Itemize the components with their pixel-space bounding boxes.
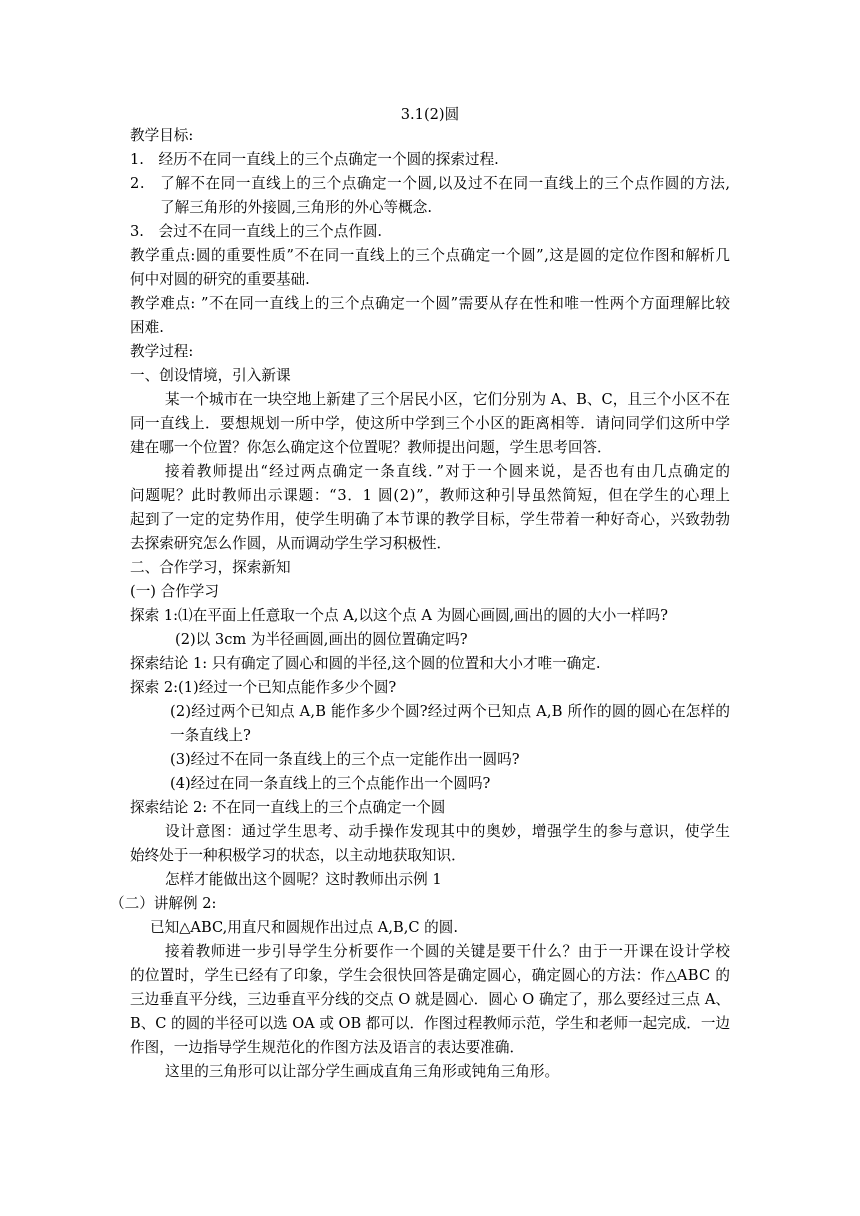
text-line: 2. 了解不在同一直线上的三个点确定一个圆,以及过不在同一直线上的三个点作圆的方法, xyxy=(130,175,731,192)
text-line: 已知△ABC,用直尺和圆规作出过点 A,B,C 的圆. xyxy=(150,919,458,936)
text-line: 探索结论 2: 不在同一直线上的三个点确定一个圆 xyxy=(130,799,446,816)
text-line: 教学目标: xyxy=(130,127,194,144)
text-line: 1. 经历不在同一直线上的三个点确定一个圆的探索过程. xyxy=(130,151,499,168)
text-line: 探索 2:(1)经过一个已知点能作多少个圆? xyxy=(130,679,397,696)
text-line: 教学过程: xyxy=(130,343,194,360)
text-line: 起到了一定的定势作用，使学生明确了本节课的教学目标，学生带着一种好奇心，兴致勃勃 xyxy=(130,511,731,528)
text-line: (3)经过不在同一条直线上的三个点一定能作出一圆吗? xyxy=(170,751,520,768)
text-line: 设计意图：通过学生思考、动手操作发现其中的奥妙，增强学生的参与意识，使学生 xyxy=(165,823,731,840)
text-line: 接着教师进一步引导学生分析要作一个圆的关键是要干什么？由于一开课在设计学校 xyxy=(165,943,731,960)
text-line: （二）讲解例 2: xyxy=(110,895,217,912)
text-line: 探索 1:⑴在平面上任意取一个点 A,以这个点 A 为圆心画圆,画出的圆的大小一样吗? xyxy=(130,607,668,624)
text-line: B、C 的圆的半径可以选 OA 或 OB 都可以．作图过程教师示范，学生和老师一起完成．一边 xyxy=(130,1015,730,1032)
text-line: (4)经过在同一条直线上的三个点能作出一个圆吗? xyxy=(170,775,491,792)
text-line: 二、合作学习，探索新知 xyxy=(130,559,291,576)
text-line: 作图，一边指导学生规范化的作图方法及语言的表达要准确． xyxy=(130,1039,525,1056)
page-title: 3.1(2)圆 xyxy=(400,106,460,123)
text-line: 一条直线上? xyxy=(170,727,251,744)
text-line: 困难. xyxy=(130,319,164,336)
text-line: 问题呢？此时教师出示课题：“3．1 圆(2)”，教师这种引导虽然简短，但在学生的心理上 xyxy=(130,487,731,504)
text-line: 探索结论 1: 只有确定了圆心和圆的半径,这个圆的位置和大小才唯一确定. xyxy=(130,655,601,672)
text-line: 何中对圆的研究的重要基础. xyxy=(130,271,310,288)
text-line: 这里的三角形可以让部分学生画成直角三角形或钝角三角形。 xyxy=(165,1063,560,1080)
text-line: 接着教师提出“经过两点确定一条直线．”对于一个圆来说，是否也有由几点确定的 xyxy=(165,463,732,480)
text-line: 始终处于一种积极学习的状态，以主动地获取知识． xyxy=(130,847,466,864)
text-line: (2)以 3cm 为半径画圆,画出的圆位置确定吗? xyxy=(175,631,468,648)
text-line: 某一个城市在一块空地上新建了三个居民小区，它们分别为 A、B、C，且三个小区不在 xyxy=(165,391,731,408)
text-line: 的位置时，学生已经有了印象，学生会很快回答是确定圆心，确定圆心的方法：作△ABC 的 xyxy=(130,967,731,984)
text-line: 去探索研究怎么作圆，从而调动学生学习积极性． xyxy=(130,535,452,552)
text-line: 了解三角形的外接圆,三角形的外心等概念. xyxy=(160,199,432,216)
text-line: 三边垂直平分线，三边垂直平分线的交点 O 就是圆心．圆心 O 确定了，那么要经过三点 A、 xyxy=(130,991,731,1008)
text-line: 同一直线上．要想规划一所中学，使这所中学到三个小区的距离相等．请问同学们这所中学 xyxy=(130,415,731,432)
text-line: 一、创设情境，引入新课 xyxy=(130,367,291,384)
text-line: 教学难点: ”不在同一直线上的三个点确定一个圆”需要从存在性和唯一性两个方面理解比较 xyxy=(130,295,731,312)
text-line: (2)经过两个已知点 A,B 能作多少个圆?经过两个已知点 A,B 所作的圆的圆心在怎样的 xyxy=(170,703,731,720)
text-line: (一) 合作学习 xyxy=(130,583,219,600)
text-line: 教学重点:圆的重要性质”不在同一直线上的三个点确定一个圆”,这是圆的定位作图和解析几 xyxy=(130,247,731,264)
text-line: 怎样才能做出这个圆呢？这时教师出示例 1 xyxy=(165,871,442,888)
text-line: 3. 会过不在同一直线上的三个点作圆. xyxy=(130,223,383,240)
text-line: 建在哪一个位置？你怎么确定这个位置呢？教师提出问题，学生思考回答． xyxy=(130,439,612,456)
